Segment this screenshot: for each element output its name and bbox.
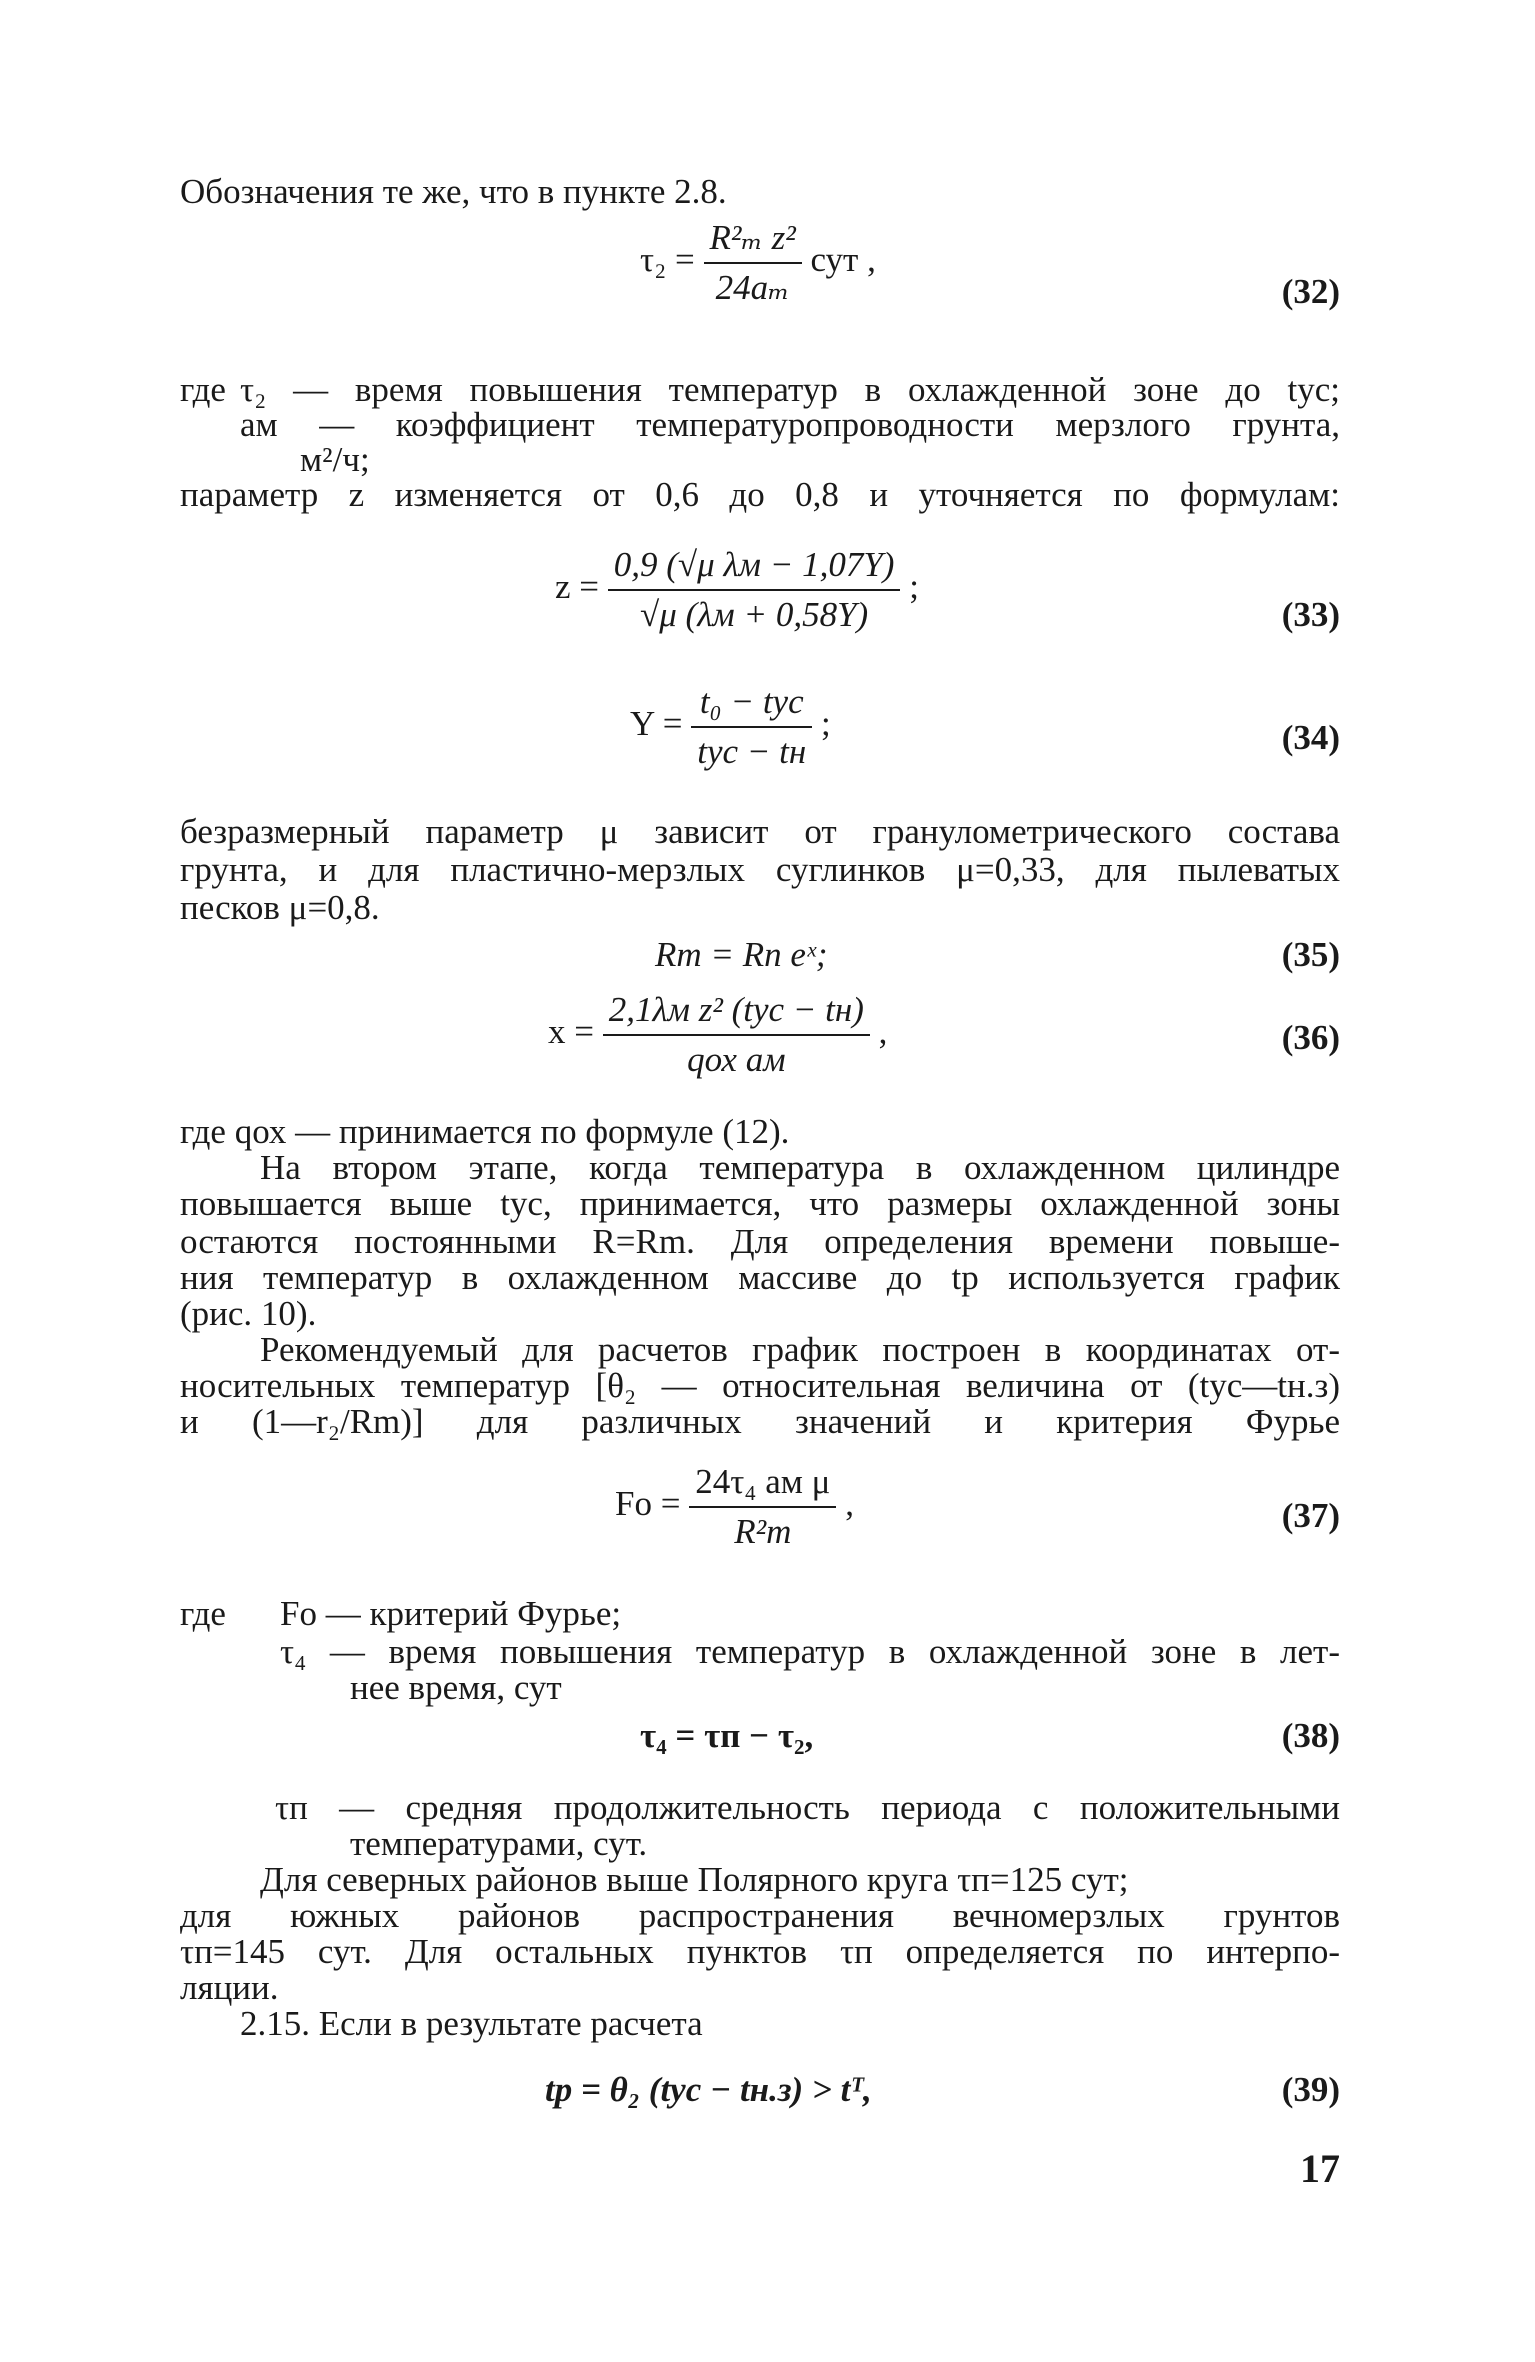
eq37-tail: ,	[845, 1484, 854, 1524]
para2-line-2: На втором этапе, когда температура в охлажденном цилиндре	[260, 1148, 1340, 1187]
eq33-denominator: √μ (λм + 0,58Y)	[640, 595, 869, 634]
para4-line-4: ляции.	[180, 1968, 279, 2007]
eq32-fraction	[704, 218, 802, 308]
page-number: 17	[1300, 2146, 1340, 2191]
eq36-numerator: 2,1λм z² (tус − tн)	[603, 990, 870, 1036]
equation-32	[640, 218, 876, 308]
eq34-lhs: Y =	[630, 704, 683, 744]
equation-34	[630, 682, 831, 772]
eq36-lhs: x =	[548, 1012, 594, 1052]
para4-line-3: τп=145 сут. Для остальных пунктов τп определяется по интерпо-	[180, 1932, 1340, 1971]
eq34-fraction	[691, 682, 812, 772]
eq37-number: (37)	[1281, 1496, 1340, 1535]
def1-tau2: τ₂ — время повышения температур в охлажденной зоне до tус;	[240, 370, 1340, 409]
clause-2-15: 2.15. Если в результате расчета	[240, 2004, 703, 2043]
equation-36	[548, 990, 887, 1080]
para2-line-4: остаются постоянными R=Rm. Для определения времени повыше-	[180, 1222, 1340, 1261]
eq38-number: (38)	[1281, 1716, 1340, 1755]
def2-tau4-cont: нее время, сут	[350, 1668, 562, 1707]
eq33-tail: ;	[909, 567, 919, 607]
equation-37	[615, 1462, 854, 1552]
eq33-fraction	[608, 545, 901, 635]
para2-line-3: повышается выше tус, принимается, что размеры охлажденной зоны	[180, 1184, 1340, 1223]
eq36-number: (36)	[1281, 1018, 1340, 1057]
eq37-lhs: Fo =	[615, 1484, 681, 1524]
eq32-numerator: R²ₘ z²	[704, 218, 802, 264]
eq34-tail: ;	[820, 704, 831, 744]
eq32-lhs: τ₂ =	[640, 240, 695, 280]
def1-am: aм — коэффициент температуропроводности мерзлого грунта,	[240, 405, 1340, 444]
def1-units: м²/ч;	[300, 440, 370, 479]
mu-line-2: грунта, и для пластично-мерзлых суглинков μ=0,33, для пылеватых	[180, 850, 1340, 889]
def3-tau-p-cont: температурами, сут.	[350, 1824, 648, 1863]
equation-38: τ₄ = τп − τ₂,	[640, 1716, 814, 1755]
para3-line-3: и (1—r₂/Rm)] для различных значений и критерия Фурье	[180, 1402, 1340, 1441]
eq33-lhs: z =	[555, 567, 600, 607]
def2-fo: Fo — критерий Фурье;	[280, 1594, 622, 1633]
equation-35: Rm = Rn eˣ;	[655, 935, 828, 974]
eq34-numerator: t₀ − tус	[691, 682, 812, 728]
eq36-tail: ,	[878, 1012, 888, 1052]
def2-tau4: τ₄ — время повышения температур в охлажденной зоне в лет-	[280, 1632, 1340, 1671]
eq36-denominator: qох aм	[687, 1040, 786, 1079]
def1-where: где	[180, 370, 226, 409]
mu-line-1: безразмерный параметр μ зависит от гранулометрического состава	[180, 812, 1340, 851]
def2-where: где	[180, 1594, 226, 1633]
para2-line-5: ния температур в охлажденном массиве до tр используется график	[180, 1258, 1340, 1297]
def3-tau-p: τп — средняя продолжительность периода с положительными	[275, 1788, 1340, 1827]
eq35-number: (35)	[1281, 935, 1340, 974]
para3-line-1: Рекомендуемый для расчетов график построен в координатах от-	[260, 1330, 1340, 1369]
eq34-denominator: tус − tн	[697, 732, 807, 771]
equation-39: tр = θ₂ (tус − tн.з) > tᵀ,	[545, 2070, 872, 2109]
eq34-number: (34)	[1281, 718, 1340, 757]
eq33-number: (33)	[1281, 595, 1340, 634]
eq39-number: (39)	[1281, 2070, 1340, 2109]
para4-line-2: для южных районов распространения вечномерзлых грунтов	[180, 1896, 1340, 1935]
para2-line-6: (рис. 10).	[180, 1294, 317, 1333]
eq37-denominator: R²m	[734, 1512, 792, 1551]
para2-line-1: где qох — принимается по формуле (12).	[180, 1112, 790, 1151]
para3-line-2: носительных температур [θ₂ — относительная величина от (tус—tн.з)	[180, 1366, 1340, 1405]
mu-line-3: песков μ=0,8.	[180, 888, 380, 927]
eq36-fraction	[603, 990, 870, 1080]
eq32-denominator: 24aₘ	[715, 268, 790, 307]
param-z-line: параметр z изменяется от 0,6 до 0,8 и уточняется по формулам:	[180, 475, 1340, 514]
equation-33	[555, 545, 919, 635]
intro-line: Обозначения те же, что в пункте 2.8.	[180, 172, 727, 211]
eq37-fraction	[689, 1462, 836, 1552]
eq37-numerator: 24τ₄ aм μ	[689, 1462, 836, 1508]
eq32-unit: сут ,	[810, 240, 876, 280]
eq33-numerator: 0,9 (√μ λм − 1,07Y)	[608, 545, 901, 591]
para4-line-1: Для северных районов выше Полярного круга τп=125 сут;	[260, 1860, 1129, 1899]
eq32-number: (32)	[1281, 272, 1340, 311]
